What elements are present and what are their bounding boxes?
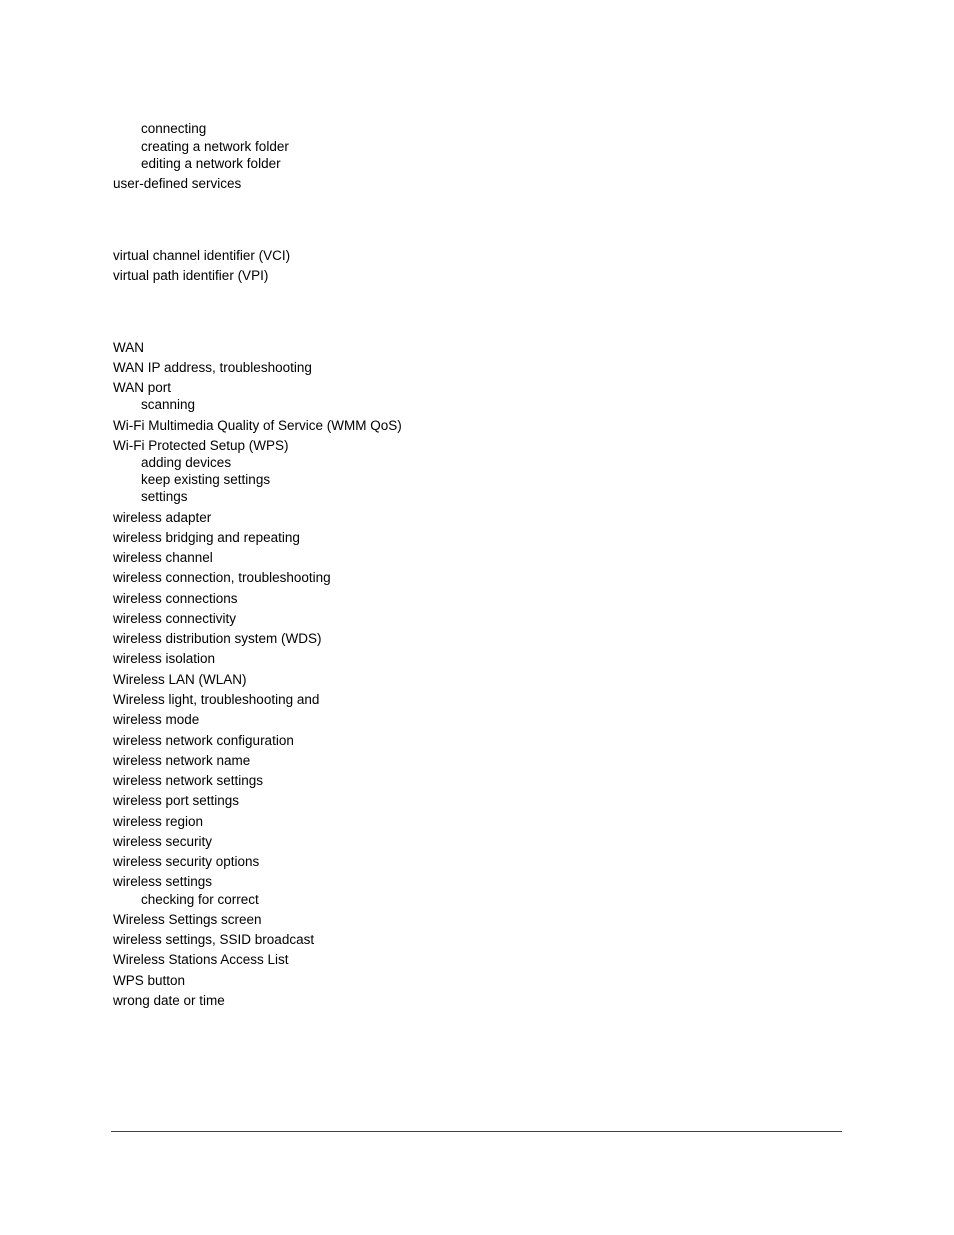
index-subentry: creating a network folder bbox=[141, 139, 289, 154]
index-entry: wireless port settings bbox=[113, 793, 240, 808]
footer-divider bbox=[111, 1131, 842, 1132]
index-entry: Wi-Fi Multimedia Quality of Service (WMM QoS) bbox=[113, 418, 402, 433]
index-entry: wireless channel bbox=[113, 550, 213, 565]
index-entry: user-defined services bbox=[113, 176, 242, 191]
index-entry: WAN IP address, troubleshooting bbox=[113, 360, 312, 375]
index-entry: Wireless Stations Access List bbox=[113, 952, 289, 967]
index-entry: WAN port bbox=[113, 380, 172, 395]
index-entry: wireless connections bbox=[113, 591, 238, 606]
index-entry: virtual channel identifier (VCI) bbox=[113, 248, 291, 263]
index-entry: wireless network configuration bbox=[113, 733, 294, 748]
index-entry: wireless security options bbox=[113, 854, 260, 869]
index-entry: WAN bbox=[113, 340, 144, 355]
index-entry: wireless network settings bbox=[113, 773, 264, 788]
index-entry: wireless isolation bbox=[113, 651, 216, 666]
index-entry: wireless network name bbox=[113, 753, 251, 768]
index-entry: Wireless LAN (WLAN) bbox=[113, 672, 247, 687]
index-entry: wireless security bbox=[113, 834, 213, 849]
index-entry: virtual path identifier (VPI) bbox=[113, 268, 269, 283]
index-entry: Wireless light, troubleshooting and bbox=[113, 692, 320, 707]
index-entry: wireless distribution system (WDS) bbox=[113, 631, 322, 646]
index-entry: wireless connection, troubleshooting bbox=[113, 570, 331, 585]
index-subentry: adding devices bbox=[141, 455, 232, 470]
index-entry: wireless region bbox=[113, 814, 204, 829]
index-subentry: settings bbox=[141, 489, 188, 504]
index-entry: wireless mode bbox=[113, 712, 200, 727]
index-entry: wireless settings, SSID broadcast bbox=[113, 932, 315, 947]
index-entry: wireless adapter bbox=[113, 510, 212, 525]
index-subentry: checking for correct bbox=[141, 892, 259, 907]
index-subentry: scanning bbox=[141, 397, 196, 412]
index-entry: wrong date or time bbox=[113, 993, 225, 1008]
index-entry: wireless bridging and repeating bbox=[113, 530, 300, 545]
index-entry: Wireless Settings screen bbox=[113, 912, 262, 927]
index-entry: Wi-Fi Protected Setup (WPS) bbox=[113, 438, 289, 453]
index-subentry: editing a network folder bbox=[141, 156, 281, 171]
index-entry: wireless connectivity bbox=[113, 611, 237, 626]
index-subentry: keep existing settings bbox=[141, 472, 271, 487]
index-subentry: connecting bbox=[141, 121, 207, 136]
index-entry: WPS button bbox=[113, 973, 186, 988]
index-entry: wireless settings bbox=[113, 874, 213, 889]
